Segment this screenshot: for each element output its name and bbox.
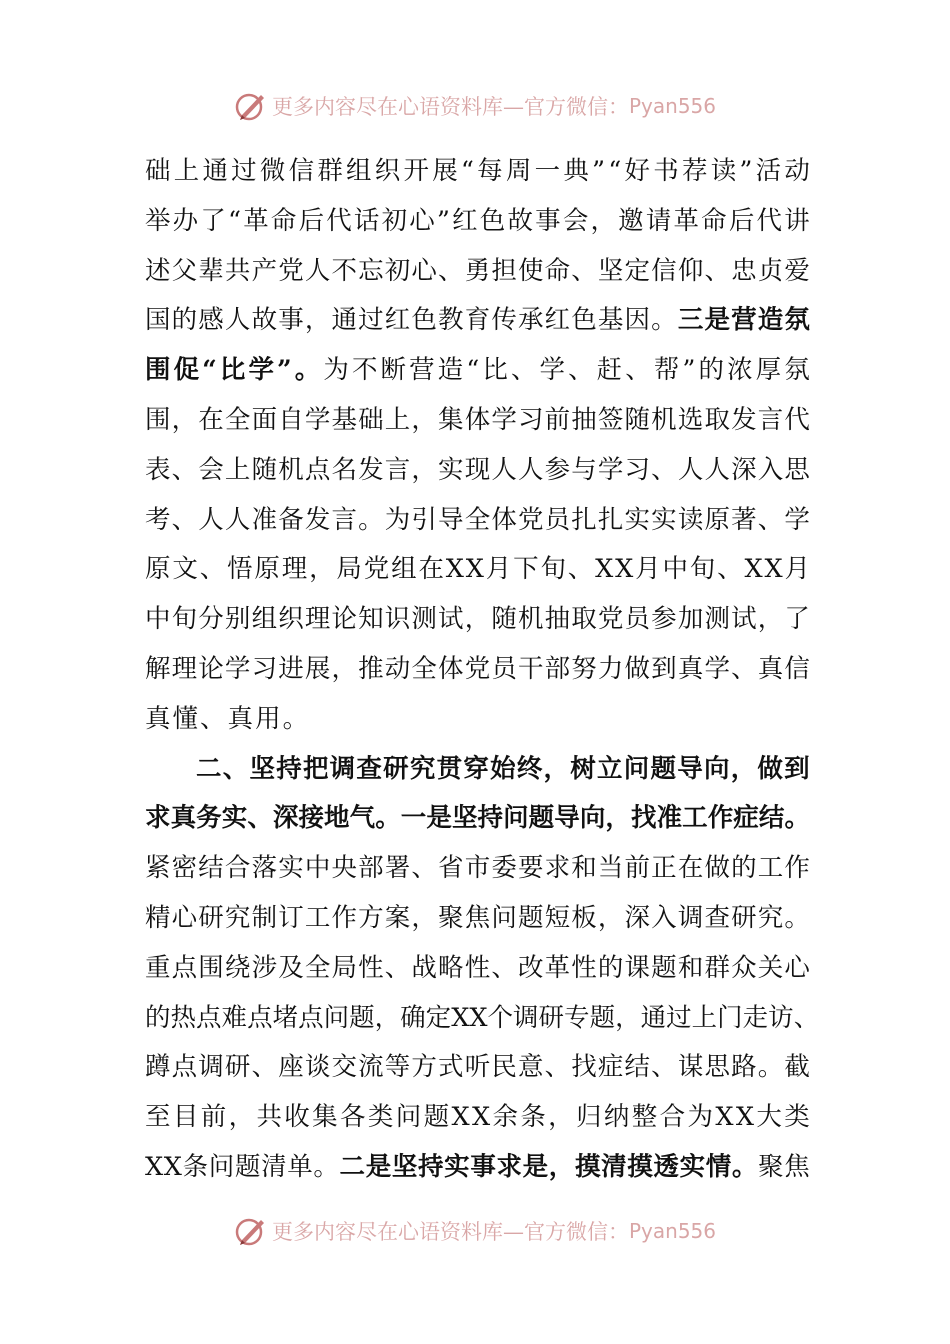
text-line: 精 心 研 究 制 订 工 作 方 案 ， 聚 焦 问 题 短 板 ， 深 入 调 查 研 究 。 [145, 902, 810, 933]
watermark-header [0, 86, 950, 126]
text-line: X X 条 问 题 清 单 。 二 是 坚 持 实 事 求 是 ， 摸 清 摸 透 实 情 。 聚 焦 [145, 1151, 810, 1182]
text-line: 至 目 前 ， 共 收 集 各 类 问 题 X X 余 条 ， 归 纳 整 合 为 X X 大 类 [145, 1102, 810, 1133]
text-line: 述 父 辈 共 产 党 人 不 忘 初 心 、 勇 担 使 命 、 坚 定 信 仰 、 忠 贞 爱 [145, 255, 810, 286]
text-line: 求 真 务 实 、 深 接 地 气 。 一 是 坚 持 问 题 导 向 ， 找 准 工 作 症 结 。 [145, 803, 810, 834]
text-line: 围 ， 在 全 面 自 学 基 础 上 ， 集 体 学 习 前 抽 签 随 机 选 取 发 言 代 [145, 404, 810, 435]
text-line: 真 懂 、 真 用 。 [145, 703, 311, 734]
text-line: 重 点 围 绕 涉 及 全 局 性 、 战 略 性 、 改 革 性 的 课 题 和 群 众 关 心 [145, 952, 810, 983]
watermark-wechat-id: Pyan556 [628, 1219, 716, 1243]
text-line: 的 热 点 难 点 堵 点 问 题 ， 确 定 X X 个 调 研 专 题 ， 通 过 上 门 走 访 、 [145, 1002, 820, 1033]
text-line: 围 促 “ 比 学 ” 。 为 不 断 营 造 “ 比 、 学 、 赶 、 帮 ” 的 浓 厚 氛 [145, 355, 810, 386]
text-line: 国 的 感 人 故 事 ， 通 过 红 色 教 育 传 承 红 色 基 因 。 三 是 营 造 氛 [145, 305, 810, 336]
watermark-footer [0, 1211, 950, 1251]
watermark-text: 更多内容尽在心语资料库—官方微信： [271, 1220, 629, 1244]
text-line: 中 旬 分 别 组 织 理 论 知 识 测 试 ， 随 机 抽 取 党 员 参 加 测 试 ， 了 [145, 604, 810, 635]
document-body [145, 147, 820, 1193]
text-line: 举 办 了 “ 革 命 后 代 话 初 心 ” 红 色 故 事 会 ， 邀 请 革 命 后 代 讲 [145, 205, 810, 236]
text-line: 础 上 通 过 微 信 群 组 织 开 展 “ 每 周 一 典 ” “ 好 书 荐 读 ” 活 动 [145, 156, 810, 186]
text-line: 原 文 、 悟 原 理 ， 局 党 组 在 X X 月 下 旬 、 X X 月 中 旬 、 X X 月 [145, 554, 810, 585]
text-line: 表 、 会 上 随 机 点 名 发 言 ， 实 现 人 人 参 与 学 习 、 人 人 深 入 思 [145, 454, 810, 485]
watermark-text: 更多内容尽在心语资料库—官方微信： [271, 95, 629, 119]
text-line: 考 、 人 人 准 备 发 言 。 为 引 导 全 体 党 员 扎 扎 实 实 读 原 著 、 学 [145, 504, 810, 535]
text-line: 解 理 论 学 习 进 展 ， 推 动 全 体 党 员 干 部 努 力 做 到 真 学 、 真 信 [145, 653, 810, 684]
watermark-wechat-id: Pyan556 [628, 94, 716, 118]
text-line: 二 、 坚 持 把 调 查 研 究 贯 穿 始 终 ， 树 立 问 题 导 向 ， 做 到 [196, 753, 810, 784]
text-line: 蹲 点 调 研 、 座 谈 交 流 等 方 式 听 民 意 、 找 症 结 、 谋 思 路 。 截 [145, 1052, 810, 1083]
pen-logo-icon [234, 1214, 268, 1248]
text-line: 紧 密 结 合 落 实 中 央 部 署 、 省 市 委 要 求 和 当 前 正 在 做 的 工 作 [145, 853, 810, 884]
pen-logo-icon [234, 89, 268, 123]
